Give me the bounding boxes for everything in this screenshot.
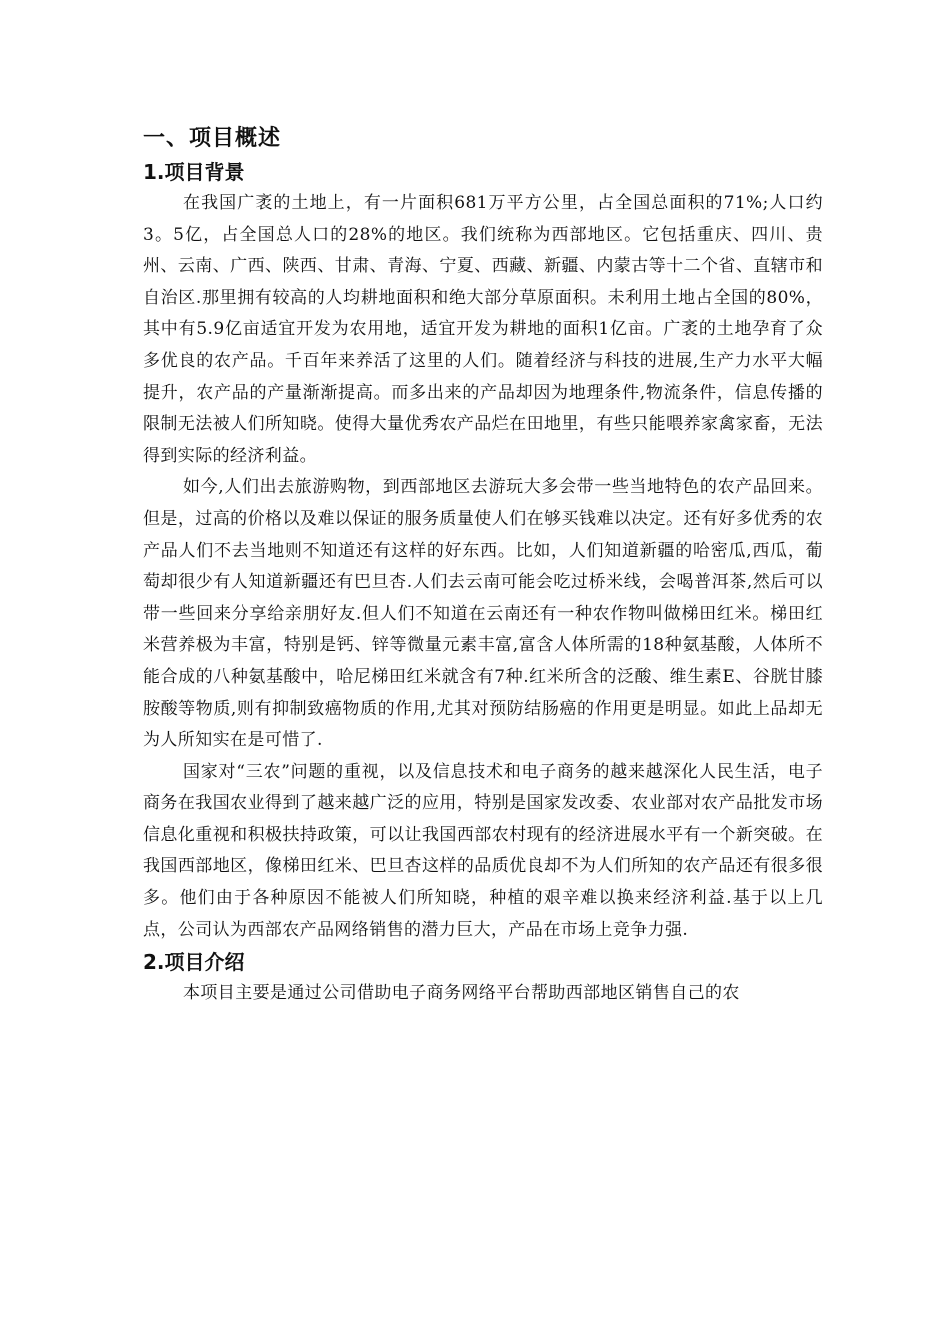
subsection-title-introduction: 2.项目介绍 [143, 950, 245, 975]
document-body [143, 122, 823, 1010]
paragraph-background-2: 如今,人们出去旅游购物，到西部地区去游玩大多会带一些当地特色的农产品回来。但是，过高的价格以及难以保证的服务质量使人们在够买钱难以决定。还有好多优秀的农产品人们不去当地则不知道还有这样的好东西。比如，人们知道新疆的哈密瓜,西瓜，葡萄却很少有人知道新疆还有巴旦杏.人们去云南可能会吃过桥米线，会喝普洱茶,然后可以带一些回来分享给亲朋好友.但人们不知道在云南还有一种农作物叫做梯田红米。梯田红米营养极为丰富，特别是钙、锌等微量元素丰富,富含人体所需的18种氨基酸，人体所不能合成的八种氨基酸中，哈尼梯田红米就含有7种.红米所含的泛酸、维生素E、谷胱甘膝胺酸等物质,则有抑制致癌物质的作用,尤其对预防结肠癌的作用更是明显。如此上品却无为人所知实在是可惜了. [143, 477, 823, 751]
paragraph-introduction: 本项目主要是通过公司借助电子商务网络平台帮助西部地区销售自己的农 [183, 983, 740, 1004]
paragraph-background-1: 在我国广袤的土地上，有一片面积681万平方公里，占全国总面积的71%;人口约3。5亿，占全国总人口的28%的地区。我们统称为西部地区。它包括重庆、四川、贵州、云南、广西、陕西、甘肃、青海、宁夏、西藏、新疆、内蒙古等十二个省、直辖市和自治区.那里拥有较高的人均耕地面积和绝大部分草原面积。未利用土地占全国的80%，其中有5.9亿亩适宜开发为农用地，适宜开发为耕地的面积1亿亩。广袤的土地孕育了众多优良的农产品。千百年来养活了这里的人们。随着经济与科技的进展,生产力水平大幅提升，农产品的产量渐渐提高。而多出来的产品却因为地理条件,物流条件，信息传播的限制无法被人们所知晓。使得大量优秀农产品烂在田地里，有些只能喂养家禽家畜，无法得到实际的经济利益。 [143, 193, 823, 466]
section-title: 一、项目概述 [143, 126, 282, 151]
subsection-title-background: 1.项目背景 [143, 160, 245, 184]
paragraph-background-3: 国家对“三农”问题的重视，以及信息技术和电子商务的越来越深化人民生活，电子商务在我国农业得到了越来越广泛的应用，特别是国家发改委、农业部对农产品批发市场信息化重视和积极扶持政策，可以让我国西部农村现有的经济进展水平有一个新突破。在我国西部地区，像梯田红米、巴旦杏这样的品质优良却不为人们所知的农产品还有很多很多。他们由于各种原因不能被人们所知晓，种植的艰辛难以换来经济利益.基于以上几点，公司认为西部农产品网络销售的潜力巨大，产品在市场上竞争力强. [143, 761, 823, 940]
